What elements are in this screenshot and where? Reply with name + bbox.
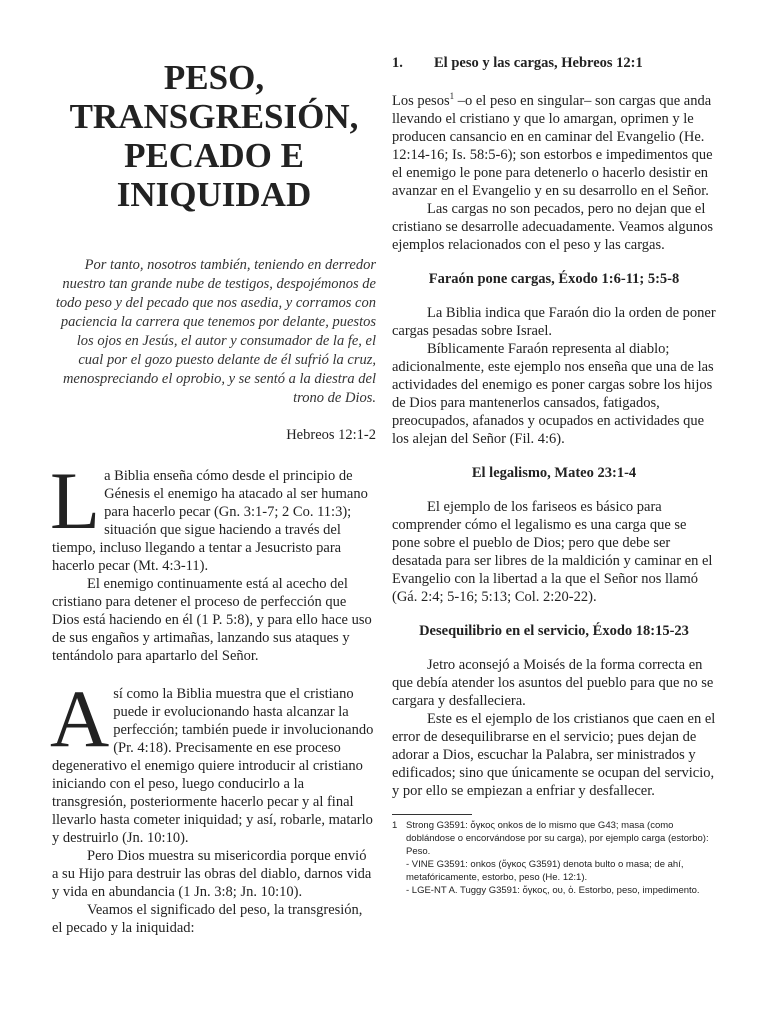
second-paragraph-block [50,673,376,937]
footnote-number: 1 [392,820,398,831]
paragraph-text: –o el peso en singular– son cargas que anda llevando el cristiano y que lo amargan, oprimen y le producen cansancio en en caminar del Evangelio (He. 12:14-16; Is. 58:5-6); son estorbos e impedimentos que el enemigo le pone para detenerlo o hacerlo desistir en avanzar en el Evangelio y en su desarrollo en el Señor. [392,93,713,199]
title-line: INIQUIDAD [116,175,312,214]
paragraph: Veamos el significado del peso, la transgresión, el pecado y la iniquidad: [52,902,363,936]
footnote-divider [392,814,472,815]
page-title [52,58,376,214]
subsection-heading: El legalismo, Mateo 23:1-4 [471,465,637,481]
epigraph: Por tanto, nosotros también, teniendo en derredor nuestro tan grande nube de testigos, despojémonos de todo peso y del pecado que nos asedia, y corramos con paciencia la carrera que tenemos por delante, puestos los ojos en Jesús, el autor y consumador de la fe, el cual por el gozo puesto delante de él sufrió la cruz, menospreciando el oprobio, y se sentó a la diestra del trono de Dios. [55,257,376,406]
section-number: 1. [392,55,403,71]
section-heading [392,54,716,72]
left-column [52,52,376,937]
footnote-line: - LGE-NT A. Tuggy G3591: ὄγκος, ου, ὁ. Estorbo, peso, impedimento. [406,885,700,896]
footnote [392,819,716,897]
title-line: PESO, [163,58,265,97]
epigraph-reference: Hebreos 12:1-2 [286,427,376,443]
paragraph: Este es el ejemplo de los cristianos que caen en el error de desequilibrarse en el servicio; pues dejan de adorar a Dios, escuchar la Palabra, ser ministrados y edificados; sino que únicamente se ocupan del servicio, y por ello se empiezan a enfriar y desfallecer. [392,711,716,799]
paragraph-text: Los pesos [392,93,450,109]
title-line: PECADO E [124,136,304,175]
paragraph-dropcap [50,673,376,847]
paragraph: Bíblicamente Faraón representa al diablo; adicionalmente, este ejemplo nos enseña que una de las actividades del enemigo es poner cargas sobre los hijos de Dios para mantenerlos cansados, fatigados, preocupados, afanados y ocupados en actividades que los alejan del Señor (Fil. 4:6). [392,341,714,447]
footnote-marker[interactable]: 1 [449,91,455,102]
intro-paragraph-text: a Biblia enseña cómo desde el principio de Génesis el enemigo ha atacado al ser humano para hacerlo pecar (Gn. 3:1-7; 2 Co. 11:3); situación que sigue haciendo a través del tiempo, incluso llegando a tentar a Jesucristo para hacerlo pecar (Mt. 4:3-11). [52,468,368,574]
title-line: TRANSGRESIÓN, [69,97,359,136]
paragraph: El ejemplo de los fariseos es básico para comprender cómo el legalismo es una carga que se pone sobre el pueblo de Dios; pero que debe ser desatada para ser libres de la maldición y caminar en el Evangelio con la libertad a la que el Señor nos llamó (Gá. 2:4; 5-16; 5:13; Col. 2:20-22). [392,499,713,605]
subsection-heading: Faraón pone cargas, Éxodo 1:6-11; 5:5-8 [428,271,680,287]
paragraph-text: sí como la Biblia muestra que el cristiano puede ir evolucionando hasta alcanzar la perfección; también puede ir involucionando (Pr. 4:18). Precisamente en ese proceso degenerativo el enemigo quiere introducir al cristiano iniciando con el peso, luego conducirlo a la transgresión, posteriormente hacerlo pecar y al final llevarlo hasta cometer iniquidad; y así, robarle, matarlo y destruirlo (Jn. 10:10). [52,686,374,846]
drop-cap: A [50,673,110,764]
right-column [392,52,716,897]
subsection-heading: Desequilibrio en el servicio, Éxodo 18:15-23 [419,623,689,639]
footnote-line: Strong G3591: ὄγκος onkos de lo mismo que G43; masa (como doblándose o encorvándose por su carga), por ejemplo carga (estorbo): Peso. [406,820,709,857]
paragraph: Jetro aconsejó a Moisés de la forma correcta en que debía atender los asuntos del pueblo para que no se cargara y desfalleciera. [392,657,714,709]
intro-paragraph-block [50,455,376,665]
intro-paragraph [50,455,376,575]
paragraph [392,92,716,200]
paragraph: Las cargas no son pecados, pero no dejan que el cristiano se desarrolle adecuadamente. Veamos algunos ejemplos relacionados con el peso y las cargas. [392,201,714,253]
footnote-line: - VINE G3591: onkos (ὄγκος G3591) denota bulto o masa; de ahí, metafóricamente, estorbo, peso (He. 12:1). [406,859,684,883]
paragraph: El enemigo continuamente está al acecho del cristiano para detener el proceso de perfección que Dios está haciendo en él (1 P. 5:8), y para ello hace uso de sus engaños y artimañas, lanzando sus ataques y tentándolo para apartarlo del Señor. [52,576,372,664]
paragraph: Pero Dios muestra su misericordia porque envió a su Hijo para destruir las obras del diablo, darnos vida y vida en abundancia (1 Jn. 3:8; Jn. 10:10). [52,848,372,900]
paragraph: La Biblia indica que Faraón dio la orden de poner cargas pesadas sobre Israel. [392,305,716,339]
drop-cap: L [50,455,101,546]
section-heading-text: El peso y las cargas, Hebreos 12:1 [434,55,643,71]
